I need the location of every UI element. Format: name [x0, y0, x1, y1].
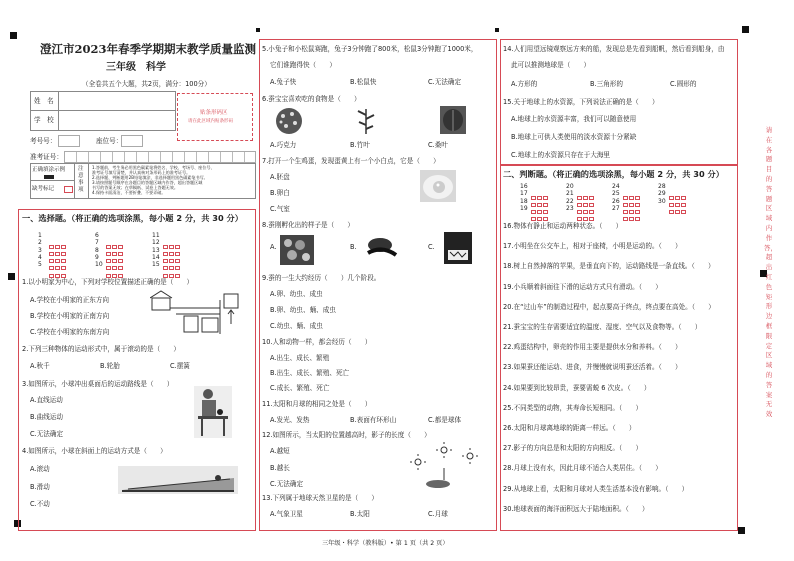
q7-egg-image: [420, 170, 456, 202]
q6-bamboo-leaf-image: [356, 107, 376, 135]
answer-grid-number: 29: [658, 190, 666, 198]
answer-bubbles[interactable]: [163, 255, 183, 260]
q12-option-c: C.无法确定: [270, 480, 304, 488]
judgment-question: 27.影子的方向总是和太阳的方向相反。（ ）: [503, 444, 643, 453]
registration-mark-top-right: [742, 26, 749, 33]
answer-grid-number: 9: [95, 253, 99, 261]
judgment-question: 23.如果蚕还能运动、进食，并慢慢就说明蚕还活着。（ ）: [503, 363, 682, 372]
judgment-question: 16.物体有静止和运动两种状态。（ ）: [503, 222, 623, 230]
answer-grid-number: 6: [95, 232, 99, 239]
answer-bubbles[interactable]: [623, 185, 643, 190]
judgment-question: 24.如果要到比较昂贵，蚕要需蜕 6 次皮。（ ）: [503, 383, 651, 392]
q1-option-c: C.学校在小明家的东南方向: [30, 328, 110, 336]
q13-option-a: A.气象卫星: [270, 510, 303, 518]
q2-option-c: C.摆簧: [170, 362, 190, 370]
q15-option-a: A.地球上的水资源丰富，我们可以随意使用: [511, 115, 637, 123]
answer-grid-number: 3: [38, 246, 42, 254]
judgment-question: 19.小兵顺着斜面往下滑的运动方式只有滑动。（ ）: [503, 282, 662, 291]
registration-mark-bottom-right: [738, 527, 745, 534]
q13-option-c: C.月球: [428, 510, 448, 518]
judgment-question: 26.太阳和月球离地球的距离一样远。（ ）: [503, 424, 636, 432]
exam-no-label: 考号号：: [30, 137, 57, 145]
answer-bubbles[interactable]: [577, 206, 597, 211]
q3-option-c: C.无法确定: [30, 430, 64, 438]
q15-option-b: B.地球上可供人类使用的淡水资源十分紧缺: [511, 133, 637, 141]
answer-bubbles[interactable]: [106, 263, 126, 268]
grade-subject: 三年级 科学: [106, 62, 166, 73]
q3-option-a: A.直线运动: [30, 396, 63, 404]
answer-grid-number: 11: [152, 232, 160, 239]
sticker-subtitle: 请在此区域内贴条形码: [188, 119, 233, 124]
q1-text: 1.以小明家为中心，下列对学校位置描述正确的是（ ）: [22, 278, 194, 286]
q4-text: 4.如图所示，小球在斜面上的运动方式是（ ）: [22, 447, 167, 455]
answer-bubbles[interactable]: [577, 199, 597, 204]
q9-option-b: B.卵、幼虫、蛹、成虫: [270, 306, 336, 314]
answer-bubbles[interactable]: [163, 263, 183, 268]
answer-bubbles[interactable]: [106, 234, 126, 239]
exam-title: 澄江市2023年春季学期期末教学质量监测: [40, 42, 257, 56]
seat-field[interactable]: [121, 135, 143, 147]
q12-option-a: A.越短: [270, 447, 290, 455]
answer-bubbles[interactable]: [49, 241, 69, 246]
q4-option-a: A.滚动: [30, 465, 50, 473]
note-line-5: 书写的答案无效；在草稿纸、试卷上答题无效。: [92, 185, 178, 190]
q10-option-c: C.成长、繁殖、死亡: [270, 384, 330, 392]
q1-option-b: B.学校在小明家的正南方向: [30, 312, 110, 320]
q14-option-a: A.方形的: [511, 80, 538, 88]
q7-option-c: C.气室: [270, 205, 290, 213]
answer-bubbles[interactable]: [49, 255, 69, 260]
answer-grid-number: 27: [612, 204, 620, 212]
q6-option-c: C.桑叶: [428, 141, 448, 149]
answer-bubbles[interactable]: [669, 199, 689, 204]
section2-heading: 二、判断题。（将正确的选项涂黑，每小题 2 分，共 30 分）: [503, 169, 724, 179]
q6-mulberry-leaf-image: [440, 106, 466, 134]
name-field[interactable]: [60, 92, 173, 109]
answer-grid-number: 25: [612, 190, 620, 198]
answer-grid-number: 17: [520, 190, 528, 198]
q13-text: 13.下列属于地球天然卫星的是（ ）: [262, 494, 378, 502]
judgment-question: 25.不同类型的动物，其寿命长短相同。（ ）: [503, 403, 643, 412]
section1-heading: 一、选择题。（将正确的选项涂黑，每小题 2 分，共 30 分）: [22, 213, 243, 223]
answer-bubbles[interactable]: [531, 199, 551, 204]
school-field[interactable]: [60, 111, 173, 129]
q8-option-c: C.: [428, 243, 435, 251]
missing-mark-box[interactable]: [64, 186, 73, 193]
q9-option-a: A.卵、幼虫、成虫: [270, 290, 323, 298]
answer-bubbles[interactable]: [531, 192, 551, 197]
registration-mark-top-mid2: [495, 28, 499, 32]
q6-option-a: A.巧克力: [270, 141, 297, 149]
school-label: 学 校: [34, 116, 54, 124]
q1-map-figure: [150, 290, 242, 338]
note-line-1: 1.答题前，考生务必用黑色碳素笔将姓名、学校、考场号、座位号、: [92, 165, 215, 170]
answer-grid-number: 19: [520, 204, 528, 212]
answer-grid-number: 24: [612, 183, 620, 190]
notes-label: 注意事项: [78, 166, 84, 193]
note-line-2: 准考证号填写清楚，并认真核对条形码上的准考证号。: [92, 170, 191, 175]
answer-grid-number: 2: [38, 239, 42, 247]
q6-text: 6.蚕宝宝喜欢吃的食物是（ ）: [262, 95, 361, 103]
answer-grid-number: 22: [566, 197, 574, 205]
answer-bubbles[interactable]: [531, 185, 551, 190]
answer-bubbles[interactable]: [669, 185, 689, 190]
q4-option-b: B.滑动: [30, 483, 50, 491]
judgment-question: 18.树上自然掉落的苹果，是垂直向下的，运动路线是一条直线。（ ）: [503, 262, 715, 271]
table-divider-vertical: [58, 91, 59, 130]
answer-grid-number: 4: [38, 253, 42, 261]
answer-bubbles[interactable]: [49, 263, 69, 268]
answer-bubbles[interactable]: [163, 241, 183, 246]
q2-option-a: A.秋千: [30, 362, 50, 370]
q14-option-b: B.三角形的: [590, 80, 623, 88]
answer-grid-number: 26: [612, 197, 620, 205]
q3-text: 3.如图所示，小球冲出桌面后的运动路线是（ ）: [22, 380, 174, 388]
q11-option-b: B.表面有环形山: [350, 416, 397, 424]
answer-grid-number: 10: [95, 261, 103, 269]
q11-option-c: C.都是球体: [428, 416, 462, 424]
answer-grid-number: 30: [658, 197, 666, 205]
q7-option-a: A.胚盘: [270, 173, 290, 181]
fill-example-label: 正确填涂示例: [32, 167, 66, 173]
q13-option-b: B.太阳: [350, 510, 370, 518]
q14-text: 14.人们用望远镜观察远方来的船，发现总是先看到船帆，然后看到船身，由: [503, 45, 725, 53]
missing-mark-label: 缺考标记: [32, 186, 55, 192]
q14-text-2: 此可以推测地球是（ ）: [511, 61, 591, 69]
answer-bubbles[interactable]: [106, 248, 126, 253]
answer-grid-number: 20: [566, 183, 574, 190]
fill-example-mark: [44, 175, 54, 179]
answer-bubbles[interactable]: [531, 206, 551, 211]
registration-mark-top-mid: [256, 28, 260, 32]
instructions-divider3: [30, 180, 75, 181]
answer-grid-number: 18: [520, 197, 528, 205]
judgment-question: 30.地球表面的海洋面积远大于陆地面积。（ ）: [503, 504, 649, 513]
seat-label: 座位号：: [96, 137, 123, 145]
judgment-question: 17.小明坐在公交车上，相对于座椅，小明是运动的。（ ）: [503, 242, 682, 251]
answer-grid-number: 7: [95, 239, 99, 247]
registration-mark-top-left: [10, 32, 17, 39]
exam-no-field[interactable]: [58, 135, 80, 147]
q12-sun-shadow-figure: [404, 442, 484, 492]
q5-text: 5.小兔子和小松鼠赛跑，兔子3分钟跑了800米，松鼠3分钟跑了1000米，: [262, 45, 478, 53]
q12-option-b: B.越长: [270, 464, 290, 472]
q5-option-b: B.松鼠快: [350, 78, 377, 86]
answer-bubbles[interactable]: [669, 192, 689, 197]
q2-option-b: B.轮胎: [100, 362, 120, 370]
answer-bubbles[interactable]: [623, 192, 643, 197]
q11-text: 11.太阳和月球的相同之处是（ ）: [262, 400, 372, 408]
q5-option-a: A.兔子快: [270, 78, 297, 86]
q6-chocolate-image: [274, 107, 304, 135]
q11-option-a: A.发光、发热: [270, 416, 310, 424]
answer-bubbles[interactable]: [106, 241, 126, 246]
q8-text: 8.蚕刚孵化出的样子是（ ）: [262, 221, 355, 229]
answer-grid-number: 13: [152, 246, 160, 254]
sticker-title: 贴条形码区: [200, 110, 228, 116]
note-line-6: 4.保持卡面清洁，不要折叠、不要弄破。: [92, 190, 166, 195]
answer-bubbles[interactable]: [623, 199, 643, 204]
admit-no-label: 准考证号：: [30, 153, 63, 161]
page-footer: 三年级・科学（教科版）• 第 1 页（共 2 页）: [322, 540, 449, 547]
note-line-3: 2.选择题、判断题用2B铅笔填涂，非选择题用黑色碳素笔书写。: [92, 175, 208, 180]
answer-grid-number: 1: [38, 232, 42, 239]
answer-grid-number: 15: [152, 261, 160, 269]
q9-text: 9.蚕的一生大约经历（ ）几个阶段。: [262, 274, 381, 282]
answer-grid-number: 21: [566, 190, 574, 198]
q7-option-b: B.卵白: [270, 189, 290, 197]
q4-slope-figure: [118, 466, 238, 494]
admit-no-grid[interactable]: [64, 151, 256, 163]
q10-option-b: B.出生、成长、繁殖、死亡: [270, 369, 350, 377]
answer-grid-number: 12: [152, 239, 160, 247]
q9-option-c: C.幼虫、蛹、成虫: [270, 322, 323, 330]
q3-option-b: B.曲线运动: [30, 413, 63, 421]
q6-option-b: B.竹叶: [350, 141, 370, 149]
q8-option-b: B.: [350, 243, 357, 251]
q1-option-a: A.学校在小明家的正东方向: [30, 296, 110, 304]
barcode-sticker-area: [177, 93, 253, 141]
q4-option-c: C.不动: [30, 500, 50, 508]
answer-grid-number: 28: [658, 183, 666, 190]
q5-text-2: 它们谁跑得快（ ）: [270, 61, 336, 69]
answer-bubbles[interactable]: [577, 192, 597, 197]
judgment-question: 20.在“过山车”的制造过程中，起点要高于终点，终点要在高处。（ ）: [503, 302, 715, 311]
registration-mark-left-mid: [8, 273, 15, 280]
q2-text: 2.下列三种物体的运动形式中，属于滚动的是（ ）: [22, 345, 180, 353]
answer-bubbles[interactable]: [49, 248, 69, 253]
q8-silkworm-a-image: [280, 235, 314, 265]
q7-text: 7.打开一个生鸡蛋，发现蛋黄上有一个小白点，它是（ ）: [262, 157, 440, 165]
q8-silkworm-b-image: [364, 235, 400, 261]
q15-option-c: C.地球上的水资源只存在于大海里: [511, 151, 611, 159]
answer-grid-number: 23: [566, 204, 574, 212]
q3-table-ball-figure: [194, 386, 232, 438]
answer-grid-number: 16: [520, 183, 528, 190]
q8-option-a: A.: [270, 243, 277, 251]
q14-option-c: C.圆形的: [670, 80, 697, 88]
answer-bubbles[interactable]: [577, 185, 597, 190]
answer-grid-number: 8: [95, 246, 99, 254]
answer-bubbles[interactable]: [106, 255, 126, 260]
q15-text: 15.关于地球上的水资源，下列说法正确的是（ ）: [503, 98, 659, 106]
q12-text: 12.如图所示，当太阳的位置越高时，影子的长度（ ）: [262, 431, 431, 439]
answer-bubbles[interactable]: [163, 234, 183, 239]
margin-note: 请在各题目的答题区域内作答，超出红色矩形边框限定区域的答案无效: [764, 126, 777, 419]
exam-note: （全卷共五个大题，共2页，满分：100分）: [82, 80, 211, 88]
judgment-question: 29.从地球上看，太阳和月球对人类生活基本没有影响。（ ）: [503, 484, 689, 493]
answer-grid-number: 5: [38, 261, 42, 269]
judgment-question: 28.月球上没有水，因此月球不适合人类居住。（ ）: [503, 464, 662, 473]
instructions-divider2: [88, 163, 89, 198]
q10-text: 10.人和动物一样，都会经历（ ）: [262, 338, 372, 346]
judgment-question: 21.蚕宝宝的生存需要适宜的温度、湿度、空气以及食物等。（ ）: [503, 323, 702, 331]
answer-bubbles[interactable]: [163, 248, 183, 253]
judgment-question: 22.鸡蛋结构中，卵壳的作用主要是提供水分和养料。（ ）: [503, 343, 682, 352]
q8-silkworm-c-image: [444, 232, 472, 264]
answer-bubbles[interactable]: [623, 206, 643, 211]
answer-bubbles[interactable]: [49, 234, 69, 239]
name-label: 姓 名: [34, 97, 54, 105]
q10-option-a: A.出生、成长、繁殖: [270, 354, 330, 362]
answer-grid-number: 14: [152, 253, 160, 261]
note-line-4: 3.请按照题号顺序在各题目的答题区域内作答，超出答题区域: [92, 180, 203, 185]
q5-option-c: C.无法确定: [428, 78, 462, 86]
